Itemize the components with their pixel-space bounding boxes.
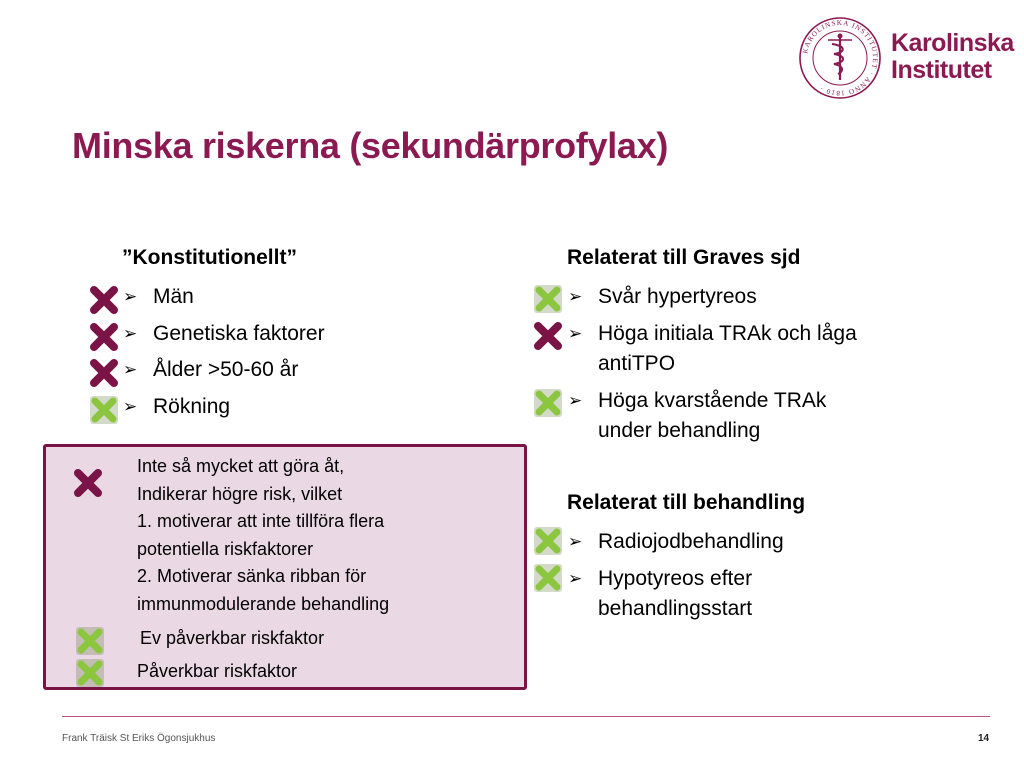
footer-author: Frank Träisk St Eriks Ögonsjukhus (62, 733, 216, 744)
arrow-bullet-icon: ➢ (568, 391, 583, 410)
box-text-line: potentiella riskfaktorer (137, 538, 314, 559)
cross-green-icon (90, 396, 118, 424)
cross-green-icon (76, 627, 104, 655)
left-heading: ”Konstitutionellt” (122, 246, 297, 269)
box-text-line: Inte så mycket att göra åt, (137, 456, 345, 476)
bullet-text: Höga initiala TRAk och låga (598, 322, 857, 345)
bullet-text: behandlingsstart (598, 597, 753, 620)
legend-partial-label: Ev påverkbar riskfaktor (140, 628, 325, 648)
bullet-text: Män (153, 285, 194, 308)
right-heading-treatment: Relaterat till behandling (567, 491, 806, 514)
arrow-bullet-icon: ➢ (568, 287, 583, 306)
cross-green-icon (76, 659, 104, 687)
bullet-text: Genetiska faktorer (153, 322, 325, 345)
cross-green-icon (534, 389, 562, 417)
karolinska-seal-logo (798, 16, 882, 100)
arrow-bullet-icon: ➢ (123, 397, 138, 416)
arrow-bullet-icon: ➢ (123, 324, 138, 343)
cross-green-icon (534, 285, 562, 313)
arrow-bullet-icon: ➢ (123, 287, 138, 306)
arrow-bullet-icon: ➢ (568, 569, 583, 588)
page-number: 14 (978, 733, 990, 744)
box-text-line: 1. motiverar att inte tillföra flera (137, 511, 385, 531)
legend-full-label: Påverkbar riskfaktor (137, 661, 298, 681)
bullet-text: Höga kvarstående TRAk (598, 389, 827, 412)
bullet-text: Ålder >50-60 år (153, 358, 299, 381)
arrow-bullet-icon: ➢ (123, 360, 138, 379)
karolinska-wordmark (891, 30, 1014, 84)
cross-green-icon (534, 564, 562, 592)
bullet-text: Rökning (153, 395, 231, 418)
bullet-text: Svår hypertyreos (598, 285, 757, 308)
cross-red-icon (90, 359, 118, 387)
explanation-box (43, 444, 527, 690)
box-text-line: immunmodulerande behandling (137, 593, 390, 614)
box-text-line: Indikerar högre risk, vilket (137, 483, 343, 504)
cross-red-icon (90, 286, 118, 314)
arrow-bullet-icon: ➢ (568, 532, 583, 551)
cross-red-icon (74, 469, 102, 497)
cross-red-icon (90, 323, 118, 351)
right-heading-graves: Relaterat till Graves sjd (567, 246, 801, 269)
bullet-text: Hypotyreos efter (598, 567, 753, 590)
slide-title: Minska riskerna (sekundärprofylax) (72, 125, 669, 166)
svg-text:KAROLINSKA INSTITUTET · ANNO 1: KAROLINSKA INSTITUTET · ANNO 1810 · (801, 18, 880, 98)
bullet-text: antiTPO (598, 352, 676, 375)
box-text-line: 2. Motiverar sänka ribban för (137, 566, 367, 586)
logo-line-2: Institutet (891, 56, 992, 84)
bullet-text: under behandling (598, 419, 761, 442)
cross-green-icon (534, 527, 562, 555)
logo-line-1: Karolinska (891, 29, 1014, 57)
footer-divider (62, 716, 990, 717)
arrow-bullet-icon: ➢ (568, 324, 583, 343)
bullet-text: Radiojodbehandling (598, 530, 784, 553)
cross-red-icon (534, 322, 562, 350)
